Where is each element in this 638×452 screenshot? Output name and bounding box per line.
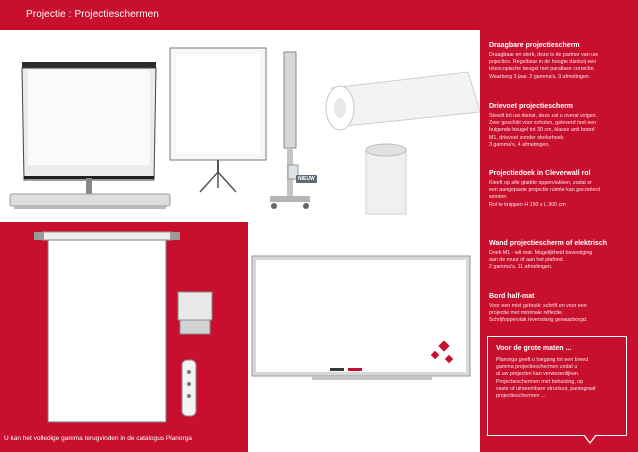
product-desc-line: Zeer geschikt voor scholen, geleverd met een — [489, 120, 597, 127]
product-desc-line: Doek M1 - wit mat. Mogelijkheid bevestiging — [489, 250, 593, 256]
product-block-cleverwall — [489, 170, 627, 209]
callout-line: Planorga geeft u toegang tot een breed — [496, 357, 589, 363]
product-desc-line: Rol te knippen H 150 x L 300 cm — [489, 201, 566, 208]
product-desc-line: Kleeft op alle gladde oppervlakken, zodat er — [489, 180, 593, 186]
callout-line: al uw projecten kan verwezenlijken. — [496, 371, 580, 378]
product-desc-line: Draagbaar en sterk, deze is de partner van uw — [489, 52, 598, 58]
callout-line: Projectieschermen met behuizing, op — [496, 378, 584, 385]
product-title: Bord half-mat — [489, 293, 535, 300]
product-desc-line: Voor een mixt gebruik: schrift en voor een — [489, 303, 587, 309]
callout-line: vaste of uitneembare structuur, pantograaf — [496, 385, 596, 392]
portable-screen-image — [10, 62, 170, 209]
product-title: Projectiedoek in Cleverwall rol — [489, 170, 591, 177]
product-desc-line: worden. — [489, 194, 508, 201]
product-desc-line: Steedt tot uw dienst, deze zal u overal volgen. — [489, 113, 598, 119]
new-badge: NIEUW — [298, 176, 315, 182]
footer-catalogue-note: U kan het volledige gamma terugvinden in de catalogus Planorga — [4, 435, 192, 442]
callout-line: gamma projectieschermen zodat u — [496, 364, 578, 371]
product-block-portable — [489, 42, 627, 81]
product-desc-line: 2 gamma's, 11 afmetingen. — [489, 264, 553, 271]
product-desc-line: telescopische beugel met parallaxe correctie. — [489, 66, 595, 73]
mobile-stand-screen-image — [270, 52, 310, 209]
product-desc-line: Schrijfoppervlak levenslang gewaarborgd. — [489, 317, 588, 324]
product-block-tripod — [489, 103, 627, 149]
product-block-wall-screen — [489, 240, 627, 272]
product-desc-line: een aangepaste projectie ruimte kan gecreëerd — [489, 187, 601, 194]
product-desc-line: M1, drievoet zonder sterkehoek. — [489, 134, 565, 141]
product-desc-line: projectie met minimale reflectie. — [489, 310, 564, 317]
product-desc-line: Waarborg 3 jaar. 2 gamma's, 3 afmetingen. — [489, 73, 591, 80]
product-title: Wand projectiescherm of elektrisch — [489, 240, 607, 247]
product-desc-line: 3 gamma's, 4 afmetingen. — [489, 141, 550, 148]
callout-body — [496, 357, 622, 400]
callout-line: projectieschermen ... — [496, 393, 546, 400]
product-title: Draagbare projectiescherm — [489, 42, 580, 49]
page-title: Projectie : Projectieschermen — [26, 9, 159, 20]
tripod-screen-image — [170, 48, 266, 192]
half-mat-board-image — [252, 256, 470, 380]
product-title: Drievoet projectiescherm — [489, 103, 574, 110]
product-desc-line: aan de muur of aan het plafond. — [489, 257, 565, 264]
product-desc-line: buigende beugel tot 30 cm, klasse anti brand — [489, 127, 595, 134]
wall-screen-image — [34, 232, 212, 422]
product-desc-line: pojecties. Regelbaar in de hoogte dankzij een — [489, 59, 597, 66]
product-block-half-mat — [489, 293, 627, 325]
callout-title: Voor de grote maten ... — [496, 345, 572, 352]
callout-tail-fill — [584, 434, 596, 442]
cleverwall-roll-image — [326, 72, 480, 214]
